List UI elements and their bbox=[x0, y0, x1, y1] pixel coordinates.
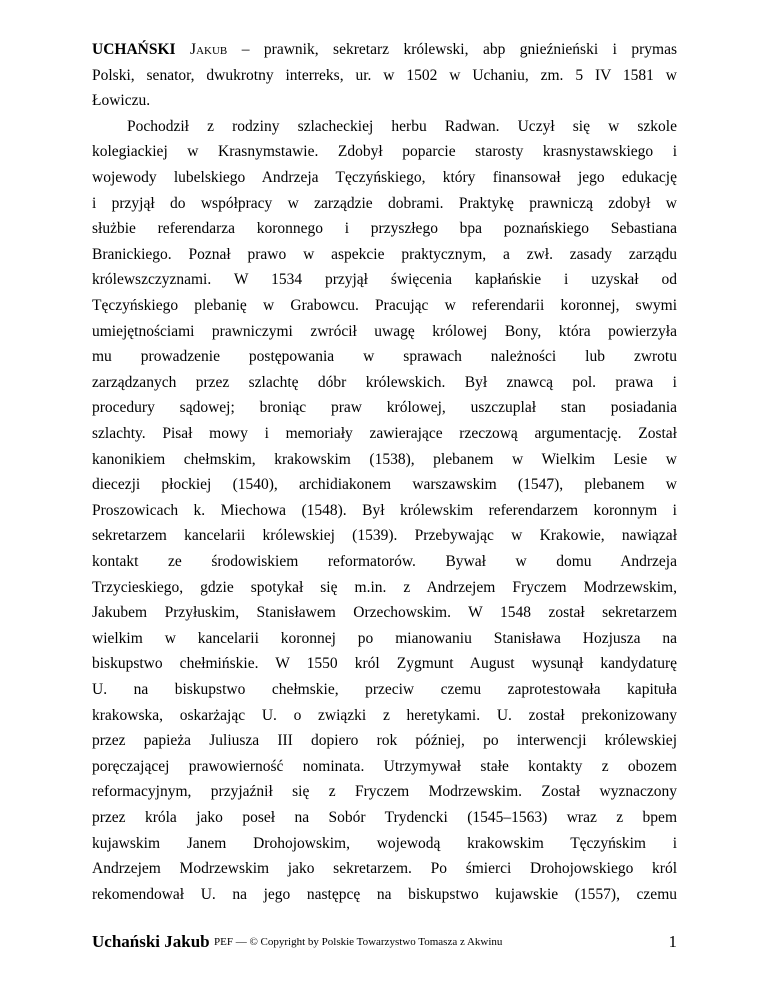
text-line-32: kujawskim Janem Drohojowskim, wojewodą krakowskim Tęczyńskim i bbox=[92, 834, 677, 852]
text-line-8: służbie referendarza koronnego i przyszłego bpa poznańskiego Sebastiana bbox=[92, 220, 677, 238]
text-line-3: Łowiczu. bbox=[92, 92, 151, 110]
text-line-1-rest: – prawnik, sekretarz królewski, abp gnieźnieński i prymas bbox=[227, 41, 678, 58]
text-line-4: Pochodził z rodziny szlacheckiej herbu Radwan. Uczył się w szkole bbox=[127, 117, 677, 135]
text-line-14: zarządzanych przez szlachtę dóbr królewskich. Był znawcą pol. prawa i bbox=[92, 373, 677, 391]
text-line-29: poręczającej prawowierność nominata. Utrzymywał stałe kontakty z obozem bbox=[92, 757, 677, 775]
text-line-21: kontakt ze środowiskiem reformatorów. Bywał w domu Andrzeja bbox=[92, 553, 677, 570]
footer-page-number: 1 bbox=[668, 932, 677, 951]
text-line-22: Trzycieskiego, gdzie spotykał się m.in. z Andrzejem Fryczem Modrzewskim, bbox=[92, 578, 677, 596]
text-line-31: przez króla jako poseł na Sobór Trydencki (1545–1563) wraz z bpem bbox=[92, 809, 677, 826]
headword-surname: UCHAŃSKI bbox=[92, 41, 176, 58]
text-line-19: Proszowicach k. Miechowa (1548). Był królewskim referendarzem koronnym i bbox=[92, 501, 677, 519]
text-line-24: wielkim w kancelarii koronnej po mianowaniu Stanisława Hozjusza na bbox=[92, 629, 677, 647]
text-line-5: kolegiackiej w Krasnymstawie. Zdobył poparcie starosty krasnystawskiego i bbox=[92, 143, 677, 161]
text-line-28: przez papieża Juliusza III dopiero rok później, po interwencji królewskiej bbox=[92, 732, 677, 750]
text-line-34: rekomendował U. na jego następcę na biskupstwo kujawskie (1557), czemu bbox=[92, 885, 677, 903]
text-line-11: Tęczyńskiego plebanię w Grabowcu. Pracując w referendarii koronnej, swymi bbox=[92, 297, 677, 314]
text-line-10: królewszczyznami. W 1534 przyjął święcenia kapłańskie i uzyskał od bbox=[92, 271, 677, 289]
text-line-12: umiejętnościami prawniczymi zwrócił uwagę królowej Bony, która powierzyła bbox=[92, 322, 677, 340]
text-line-15: procedury sądowej; broniąc praw królowej, uszczuplał stan posiadania bbox=[92, 399, 677, 417]
text-line-6: wojewody lubelskiego Andrzeja Tęczyńskiego, który finansował jego edukację bbox=[92, 169, 677, 186]
text-line-25: biskupstwo chełmińskie. W 1550 król Zygmunt August wysunął kandydaturę bbox=[92, 655, 677, 673]
text-line-18: diecezji płockiej (1540), archidiakonem warszawskim (1547), plebanem w bbox=[92, 476, 677, 494]
headword-given-name: Jakub bbox=[190, 41, 228, 58]
text-line-1 bbox=[92, 40, 677, 60]
text-line-26: U. na biskupstwo chełmskie, przeciw czemu zaprotestowała kapituła bbox=[92, 681, 677, 698]
text-line-7: i przyjął do współpracy w zarządzie dobrami. Praktykę prawniczą zdobył w bbox=[92, 194, 677, 212]
text-line-20: sekretarzem kancelarii królewskiej (1539). Przebywając w Krakowie, nawiązał bbox=[92, 527, 677, 545]
text-line-2: Polski, senator, dwukrotny interreks, ur. w 1502 w Uchaniu, zm. 5 IV 1581 w bbox=[92, 66, 677, 84]
text-line-16: szlachty. Pisał mowy i memoriały zawierające rzeczową argumentację. Został bbox=[92, 425, 677, 442]
text-line-17: kanonikiem chełmskim, krakowskim (1538), plebanem w Wielkim Lesie w bbox=[92, 450, 677, 468]
text-line-13: mu prowadzenie postępowania w sprawach należności lub zwrotu bbox=[92, 348, 677, 366]
page-footer bbox=[92, 930, 677, 954]
footer-copyright: PEF — © Copyright by Polskie Towarzystwo Tomasza z Akwinu bbox=[214, 936, 503, 948]
text-line-23: Jakubem Przyłuskim, Stanisławem Orzechowskim. W 1548 został sekretarzem bbox=[92, 604, 677, 622]
text-line-27: krakowska, oskarżając U. o związki z heretykami. U. został prekonizowany bbox=[92, 706, 677, 724]
text-line-30: reformacyjnym, przyjaźnił się z Fryczem Modrzewskim. Został wyznaczony bbox=[92, 783, 677, 801]
text-line-9: Branickiego. Poznał prawo w aspekcie praktycznym, a zwł. zasady zarządu bbox=[92, 245, 677, 263]
text-line-33: Andrzejem Modrzewskim jako sekretarzem. Po śmierci Drohojowskiego król bbox=[92, 860, 677, 878]
footer-entry-name: Uchański Jakub bbox=[92, 932, 210, 951]
